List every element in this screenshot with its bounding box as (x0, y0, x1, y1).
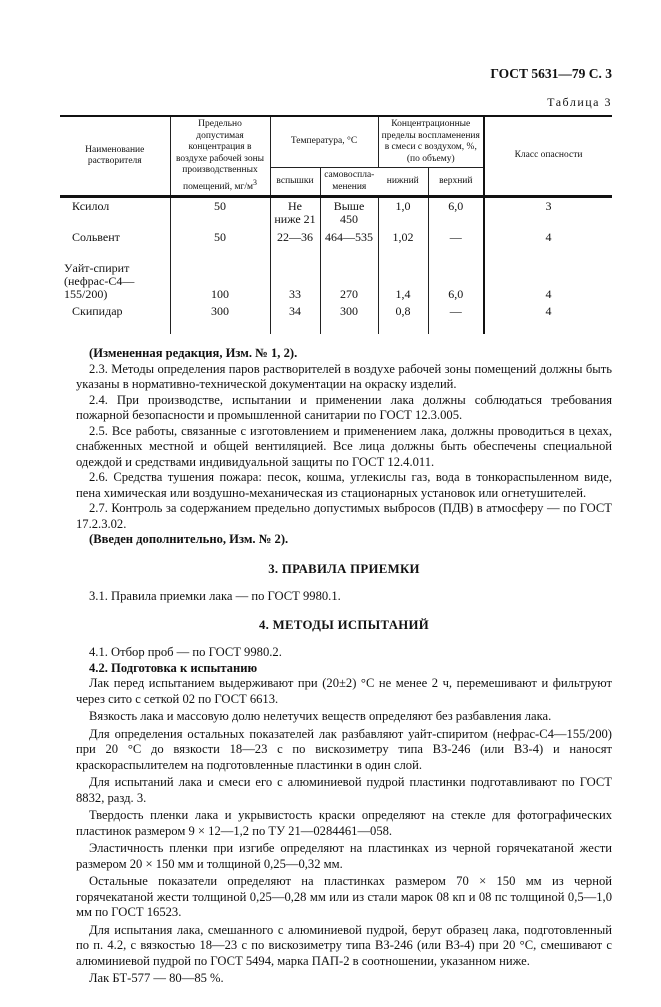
cell-low: 1,02 (378, 229, 428, 260)
section-heading-4: 4. МЕТОДЫ ИСПЫТАНИЙ (258, 618, 430, 633)
cell-pdk: 300 (170, 303, 270, 334)
col-header-flash: вспышки (270, 168, 320, 197)
solvents-table (60, 115, 612, 334)
paragraph-4-1: 4.1. Отбор проб — по ГОСТ 9980.2. (89, 645, 282, 660)
page-header: ГОСТ 5631—79 С. 3 (490, 66, 612, 81)
cell-auto: 300 (320, 303, 378, 334)
cell-flash: 34 (270, 303, 320, 334)
cell-high: — (428, 229, 484, 260)
col-header-pdk (170, 116, 270, 197)
paragraph: Для испытания лака, смешанного с алюминиевой пудрой, берут образец лака, подготовленный по п. 4.2, с вязкостью 18—23 с по вискозиметру типа ВЗ-246 (или ВЗ-4) при 20 °С, смешивают с алюминиевой пудрой по ГОСТ 5494, марка ПАП-2 в соотношении, указанном ниже. (76, 922, 612, 968)
paragraph-2-7: 2.7. Контроль за содержанием предельно допустимых выбросов (ПДВ) в атмосферу — по ГОСТ 17.2.3.02. (76, 501, 612, 531)
table-caption: Таблица 3 (547, 95, 612, 109)
paragraph: Для определения остальных показателей лак разбавляют уайт-спиритом (нефрас-С4—155/200) при 20 °С до вязкости 18—23 с по вискозиметру типа ВЗ-246 (или ВЗ-4) и наносят краскораспылителем на подготовленные пластинки в один слой. (76, 726, 612, 772)
paragraph: Для испытаний лака и смеси его с алюминиевой пудрой пластинки подготавливают по ГОСТ 8832, разд. 3. (76, 775, 612, 805)
paragraph-2-3: 2.3. Методы определения паров растворителей в воздухе рабочей зоны помещений должны быть указаны в нормативно-технической документации на окраску изделий. (76, 361, 612, 392)
paragraph: Остальные показатели определяют на пластинках размером 70 × 150 мм из черной горячекатаной жести толщиной 0,25—0,28 мм или из стали марок 08 кп и 08 пс толщиной 0,5—1,0 мм по ГОСТ 16523. (76, 874, 612, 920)
table-row (60, 197, 612, 230)
document-body (76, 346, 612, 987)
col-header-class: Класс опасности (484, 116, 612, 197)
paragraph-2-5: 2.5. Все работы, связанные с изготовлением и применением лака, должны проводиться в цехах, снабженных местной и общей вентиляцией. Все лица должны быть обеспечены специальной одеждой и средствами индивидуальной защиты по ГОСТ 12.4.011. (76, 423, 612, 469)
cell-pdk: 50 (170, 197, 270, 230)
cell-class: 4 (484, 260, 612, 303)
cell-low: 0,8 (378, 303, 428, 334)
cell-class: 4 (484, 303, 612, 334)
cell-flash: 33 (270, 260, 320, 303)
amendment-note: (Введен дополнительно, Изм. № 2). (89, 532, 289, 547)
col-header-low: нижний (378, 168, 428, 197)
paragraph-4-2-title: 4.2. Подготовка к испытанию (89, 660, 258, 675)
table-row (60, 260, 612, 303)
cell-high: — (428, 303, 484, 334)
paragraph: Лак БТ-577 — 80—85 %. (89, 971, 224, 986)
cell-low: 1,0 (378, 197, 428, 230)
cell-class: 3 (484, 197, 612, 230)
cell-auto: 464—535 (320, 229, 378, 260)
cell-flash: Не ниже 21 (270, 197, 320, 230)
pdk-sup: 3 (253, 177, 257, 187)
cell-name: Ксилол (72, 199, 110, 214)
col-header-high: верхний (428, 168, 484, 197)
cell-high: 6,0 (428, 197, 484, 230)
table-row (60, 229, 612, 260)
paragraph: Твердость пленки лака и укрывистость краски определяют на стекле для фотографических пластинок размером 9 × 12—1,2 по ТУ 21—0284461—058. (76, 808, 612, 838)
col-header-name: Наименование растворителя (60, 116, 170, 197)
cell-class: 4 (484, 229, 612, 260)
cell-name: Уайт-спирит (нефрас-С4—155/200) (64, 261, 135, 302)
col-header-conc: Концентрационные пределы воспламенения в смеси с воздухом, %, (по объему) (378, 116, 484, 168)
cell-high: 6,0 (428, 260, 484, 303)
cell-flash: 22—36 (270, 229, 320, 260)
amendment-note: (Измененная редакция, Изм. № 1, 2). (89, 346, 298, 361)
cell-pdk: 50 (170, 229, 270, 260)
cell-name: Сольвент (72, 230, 120, 245)
col-header-auto: самовоспла-менения (320, 168, 378, 197)
cell-auto: 270 (320, 260, 378, 303)
pdk-label: Предельно допустимая концентрация в воздухе рабочей зоны производственных помещений, мг/м (175, 119, 265, 192)
cell-pdk: 100 (170, 260, 270, 303)
table-row (60, 303, 612, 334)
section-heading-3: 3. ПРАВИЛА ПРИЕМКИ (268, 561, 420, 576)
paragraph: Вязкость лака и массовую долю нелетучих веществ определяют без разбавления лака. (89, 709, 552, 724)
paragraph-2-6: 2.6. Средства тушения пожара: песок, кошма, углекислы газ, вода в тонкораспыленном виде, пена химическая или воздушно-механическая из стационарных установок или огнетушителей. (76, 470, 612, 500)
cell-auto: Выше 450 (320, 197, 378, 230)
paragraph-3-1: 3.1. Правила приемки лака — по ГОСТ 9980.1. (89, 588, 341, 603)
cell-low: 1,4 (378, 260, 428, 303)
paragraph: Эластичность пленки при изгибе определяют на пластинках из черной горячекатаной жести размером 20 × 150 мм и толщиной 0,25—0,32 мм. (76, 841, 612, 871)
paragraph-2-4: 2.4. При производстве, испытании и применении лака должны соблюдаться требования пожарной безопасности и промышленной санитарии по ГОСТ 12.3.005. (76, 392, 612, 423)
paragraph: Лак перед испытанием выдерживают при (20±2) °С не менее 2 ч, перемешивают и фильтруют через сито с сеткой 02 по ГОСТ 6613. (76, 676, 612, 706)
cell-name: Скипидар (72, 304, 123, 319)
col-header-temp: Температура, °С (270, 116, 378, 168)
